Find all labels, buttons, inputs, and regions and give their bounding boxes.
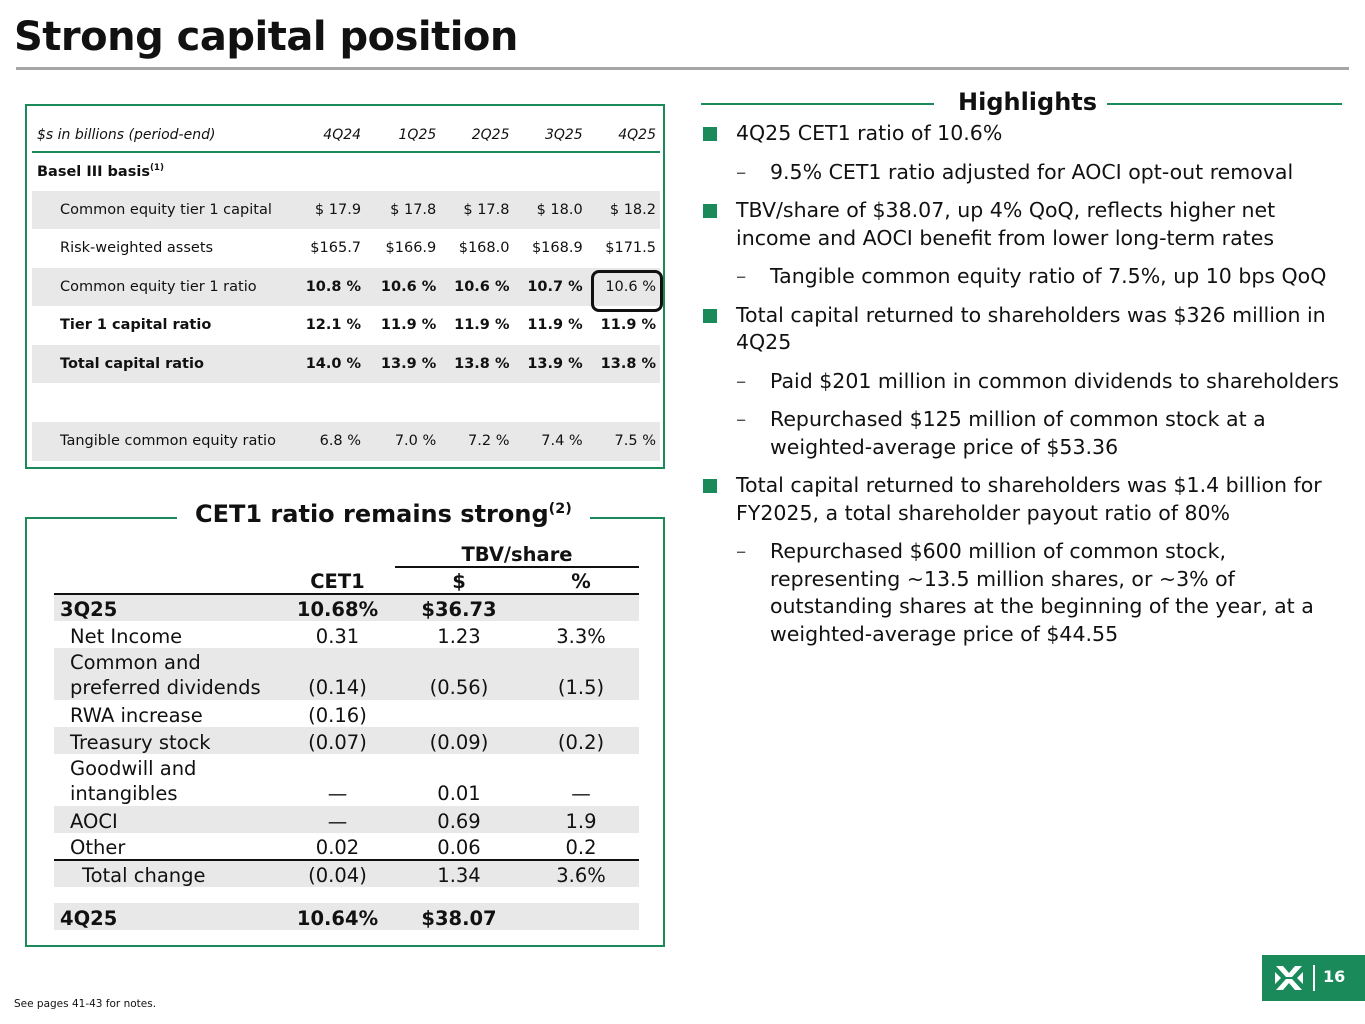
row-label: 4Q25 [54, 903, 280, 930]
table-row [32, 268, 660, 307]
cell: 0.01 [437, 782, 481, 805]
column-header-pct: % [523, 567, 639, 594]
row-label: Net Income [70, 625, 183, 648]
header-row [54, 540, 639, 567]
row-label: Risk-weighted assets [60, 240, 214, 257]
footnote: See pages 41-43 for notes. [14, 998, 157, 1010]
brand-mark-icon [1274, 964, 1304, 992]
row-label: AOCI [54, 806, 280, 833]
cell: 12.1 % [305, 317, 362, 334]
table-row [32, 229, 660, 268]
cell: (0.04) [280, 860, 395, 887]
table-row [54, 648, 639, 700]
row-label: Common equity tier 1 ratio [32, 268, 295, 307]
cell: 7.4 % [513, 422, 586, 461]
cell: $ 17.9 [295, 191, 367, 230]
table-row [32, 191, 660, 230]
cell: 13.9 % [513, 345, 586, 384]
table-row [54, 621, 639, 648]
column-header: 2Q25 [440, 118, 513, 152]
spacer [32, 383, 660, 422]
logo-divider [1313, 965, 1315, 991]
cell: $168.0 [458, 240, 510, 257]
cell: (0.07) [280, 727, 395, 754]
cell: $36.73 [395, 594, 523, 621]
cell: 13.9 % [367, 345, 440, 384]
highlights-title: Highlights [958, 88, 1098, 116]
row-label: Treasury stock [54, 727, 280, 754]
cell: 11.9 % [600, 317, 656, 334]
table-row [32, 306, 660, 345]
cell-highlighted: 10.6 % [587, 268, 660, 307]
table-row [54, 754, 639, 806]
cell: 10.6 % [367, 268, 440, 307]
table-row [32, 345, 660, 384]
sub-bullet: – 9.5% CET1 ratio adjusted for AOCI opt-out removal [703, 159, 1353, 187]
cell [523, 594, 639, 621]
footnote-marker: (1) [149, 162, 164, 173]
cell: 10.68% [280, 594, 395, 621]
capital-table-header [32, 118, 660, 152]
cell: 10.8 % [295, 268, 367, 307]
section-row [32, 152, 660, 191]
row-label: Other [70, 836, 126, 859]
capital-table [32, 118, 660, 461]
spacer-row [54, 887, 639, 903]
page-number: 16 [1323, 967, 1346, 986]
row-label [54, 648, 280, 700]
cet1-title [177, 500, 590, 528]
cell: (0.14) [280, 648, 395, 700]
row-label: Total change [54, 860, 280, 887]
cell: 14.0 % [295, 345, 367, 384]
cell: $38.07 [395, 903, 523, 930]
cell: (0.56) [395, 648, 523, 700]
row-label: Tangible common equity ratio [32, 422, 295, 461]
label-line: Goodwill and [70, 757, 197, 780]
cell: 6.8 % [295, 422, 367, 461]
highlights-rule-left [701, 103, 934, 105]
cell: (0.2) [523, 727, 639, 754]
table-row [54, 700, 639, 727]
cell: 7.0 % [367, 422, 440, 461]
cet1-panel [25, 500, 665, 947]
cell: 11.9 % [380, 317, 437, 334]
sub-bullet: – Repurchased $600 million of common stock, representing ~13.5 million shares, or ~3% of outstanding shares at the beginning of the year, at a weighted-average price of $44.55 [703, 538, 1353, 648]
sub-bullet: – Tangible common equity ratio of 7.5%, up 10 bps QoQ [703, 263, 1353, 291]
row-label: 3Q25 [54, 594, 280, 621]
cell: $165.7 [310, 240, 362, 257]
bullet: Total capital returned to shareholders was $326 million in 4Q25 [703, 302, 1353, 357]
column-header-cet1: CET1 [310, 570, 365, 593]
cell: $ 18.2 [587, 191, 660, 230]
bullet: Total capital returned to shareholders was $1.4 billion for FY2025, a total shareholder payout ratio of 80% [703, 472, 1353, 527]
cell: (0.16) [308, 704, 367, 727]
bullet: TBV/share of $38.07, up 4% QoQ, reflects higher net income and AOCI benefit from lower long-term rates [703, 197, 1353, 252]
tbv-header: TBV/share [395, 540, 639, 567]
cell: 10.64% [280, 903, 395, 930]
cell: 3.3% [556, 625, 606, 648]
cell: 0.02 [315, 836, 360, 859]
blank-cell [54, 567, 280, 594]
page-title: Strong capital position [14, 14, 518, 60]
label-line: preferred dividends [70, 676, 261, 699]
cell: 13.8 % [587, 345, 660, 384]
section-label [32, 152, 660, 191]
cell: 3.6% [523, 860, 639, 887]
highlights-rule-right [1107, 103, 1342, 105]
row-label [54, 754, 280, 806]
cell: 10.6 % [440, 268, 513, 307]
cell: (1.5) [523, 648, 639, 700]
cell [395, 700, 523, 727]
cell: (0.09) [395, 727, 523, 754]
row-label: Tier 1 capital ratio [60, 317, 212, 334]
table-row [54, 833, 639, 860]
bullet: 4Q25 CET1 ratio of 10.6% [703, 120, 1353, 148]
title-divider [16, 67, 1349, 70]
row-label: RWA increase [70, 704, 203, 727]
table-row [54, 727, 639, 754]
cell: $ 18.0 [513, 191, 586, 230]
column-header: 4Q24 [295, 118, 367, 152]
cell: $ 17.8 [440, 191, 513, 230]
table-row [54, 903, 639, 930]
section-text: Basel III basis [37, 163, 150, 180]
column-header-units: $s in billions (period-end) [32, 118, 295, 152]
highlight-ring [591, 270, 663, 312]
cell: — [327, 782, 348, 805]
cell: $168.9 [531, 240, 583, 257]
sub-bullet: – Paid $201 million in common dividends to shareholders [703, 368, 1353, 396]
cell: 1.34 [395, 860, 523, 887]
header-row [54, 567, 639, 594]
table-row [54, 806, 639, 833]
sub-bullet: – Repurchased $125 million of common stock at a weighted-average price of $53.36 [703, 406, 1353, 461]
cell: — [280, 806, 395, 833]
cell: 10.7 % [513, 268, 586, 307]
cell: $171.5 [605, 240, 656, 257]
cell: 0.69 [395, 806, 523, 833]
blank-cell [280, 540, 395, 567]
column-header: 3Q25 [513, 118, 586, 152]
cell: 0.2 [565, 836, 597, 859]
footnote-marker: (2) [548, 501, 572, 517]
cell: 7.5 % [587, 422, 660, 461]
capital-table-panel [25, 104, 665, 469]
brand-logo [1262, 955, 1365, 1001]
row-label: Total capital ratio [32, 345, 295, 384]
cell: 13.8 % [440, 345, 513, 384]
spacer [54, 887, 639, 903]
cell: $166.9 [385, 240, 437, 257]
cell: 0.31 [315, 625, 360, 648]
total-row [54, 860, 639, 887]
cet1-table [54, 540, 639, 930]
column-header: 1Q25 [367, 118, 440, 152]
cell: 1.9 [523, 806, 639, 833]
label-line: intangibles [70, 782, 178, 805]
cell [523, 903, 639, 930]
cell: $ 17.8 [367, 191, 440, 230]
row-label: Common equity tier 1 capital [32, 191, 295, 230]
column-header: 4Q25 [587, 118, 660, 152]
cet1-title-text: CET1 ratio remains strong [195, 500, 549, 528]
cell: 11.9 % [454, 317, 510, 334]
cell [523, 700, 639, 727]
highlights-list [703, 120, 1353, 659]
cell: 7.2 % [440, 422, 513, 461]
cell: 1.23 [437, 625, 481, 648]
spacer-row [32, 383, 660, 422]
cell: — [571, 782, 591, 805]
column-header-dollar: $ [395, 567, 523, 594]
label-line: Common and [70, 651, 201, 674]
cell: 11.9 % [527, 317, 583, 334]
cell: 0.06 [437, 836, 481, 859]
table-row [32, 422, 660, 461]
table-row [54, 594, 639, 621]
blank-cell [54, 540, 280, 567]
